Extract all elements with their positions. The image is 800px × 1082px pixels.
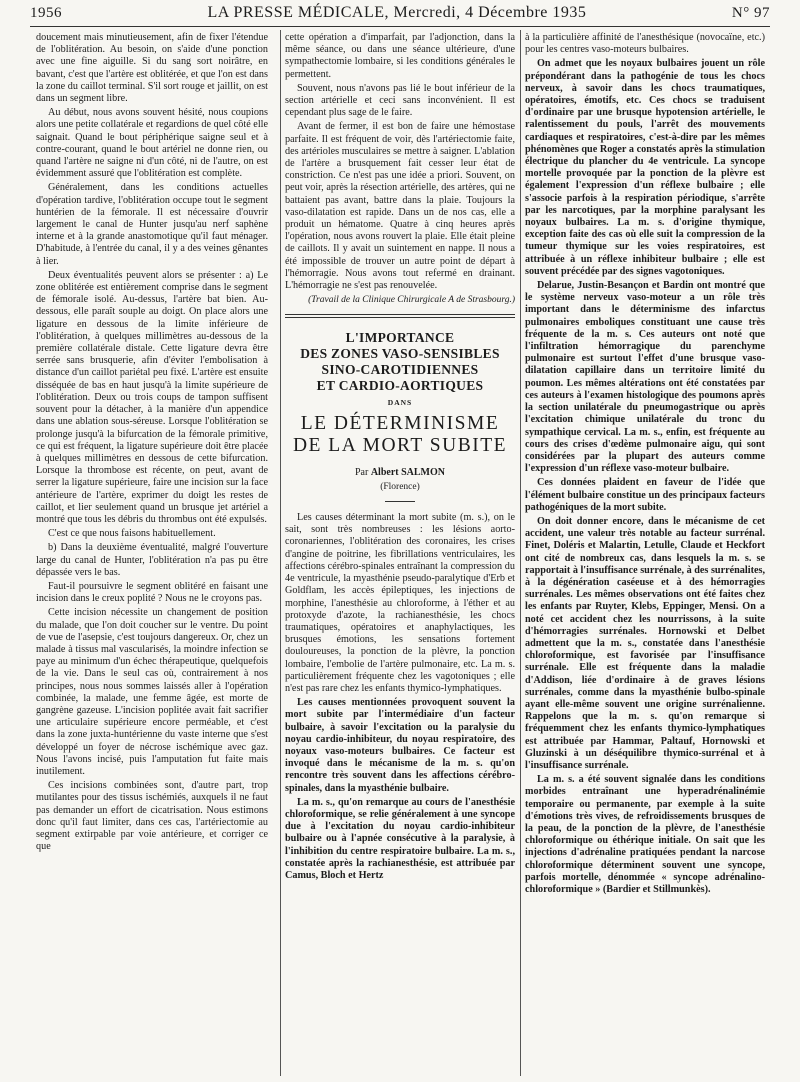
title-line: ET CARDIO-AORTIQUES	[316, 378, 484, 394]
paragraph: Généralement, dans les conditions actuelles d'opération tardive, l'oblitération occupe tout le segment huntérien de la fémorale. Il est nécessaire d'ouvrir largement le canal de Hunter jusqu'au nerf saphène interne et à la grande anastomotique qu'il faut ménager. D'habitude, à l'entrée du canal, il y a des veines gênantes à lier.	[36, 182, 268, 267]
article-separator	[285, 314, 515, 318]
column-separator	[280, 30, 281, 1076]
title-line: DES ZONES VASO-SENSIBLES	[300, 346, 500, 362]
column-3	[525, 32, 765, 1077]
paragraph: Ces incisions combinées sont, d'autre part, trop mutilantes pour des tissus ischémiés, auxquels il ne faut pas demander un effort de cicatrisation. Nous estimons donc qu'il faut limiter, dans ces cas, l'artériectomie au segment extirpable par voie antérieure, et corriger ce que	[36, 780, 268, 853]
paragraph: On doit donner encore, dans le mécanisme de cet accident, une valeur très notable au facteur surrénal. Finet, Doléris et Malartin, Letulle, Claude et Heckfort ont cité de nombreux cas, dans lesquels la m. s. se rapportait à l'insuffisance surrénale, à des surrénalites, à la dégénération caséeuse et à des hémorragies surrénales. Les mêmes observations ont été faites chez les enfants par Ruyter, Klebs, Eppinger, Mensi. On a noté cet accident chez les nourrissons, à la suite d'hémorragies surrénales. Hornowski et Delbet admettent que la m. s., constatée dans l'anesthésie chloroformique, est favorisée par l'insuffisance surrénale. Elle est fréquente dans la maladie d'Addison, liée d'ordinaire à de graves lésions surrénales, comme dans la myasthénie bulbo-spinale ayant elle-même souvent une origine surrénalienne. Rappelons que la m. s. qu'on remarque si fréquemment chez les enfants thymico-lymphatiques est attribuée par Hammar, Paltauf, Hornowski et Gluzinski à un déséquilibre thymico-surrénal et à l'insuffisance surrénale.	[525, 515, 765, 771]
page-number: 1956	[30, 5, 62, 21]
article-signature: (Travail de la Clinique Chirurgicale A de Strasbourg.)	[308, 295, 515, 306]
title-line: SINO-CAROTIDIENNES	[321, 362, 479, 378]
paragraph: Ces données plaident en faveur de l'idée que l'élément bulbaire constitue un des principaux facteurs pathogéniques de la mort subite.	[525, 477, 765, 513]
paragraph: Au début, nous avons souvent hésité, nous coupions alors une petite collatérale et regardions de quel côté elle saignait. Quand le bout périphérique saigne seul et à contre-courant, quand le bout artériel ne donne rien, ou quand l'artère ne saigne ni d'un côté, ni de l'autre, on est évidemment assuré que l'oblitération est complète.	[36, 107, 268, 180]
paragraph: cette opération a d'imparfait, par l'adjonction, dans la même séance, ou dans une séance ultérieure, d'une sympathectomie lombaire, si les conditions générales le permettent.	[285, 32, 515, 80]
column-separator	[520, 30, 521, 1076]
author-city: (Florence)	[380, 481, 420, 492]
page-header	[30, 4, 770, 26]
paragraph: à la particulière affinité de l'anesthésique (novocaïne, etc.) pour les centres vaso-moteurs bulbaires.	[525, 32, 765, 56]
subtitle-line: LE DÉTERMINISME	[300, 412, 500, 434]
issue-number: N° 97	[731, 5, 770, 21]
paragraph: On admet que les noyaux bulbaires jouent un rôle prépondérant dans la pathogénie de tous les chocs nerveux, à savoir dans les chocs traumatiques, opératoires, émotifs, etc. Ces chocs se traduisent d'ordinaire par une brusque hypotension artérielle, le ralentissement du pouls, l'arrêt des mouvements cardiaques et respiratoires, c'est-à-dire par les mêmes phénomènes que Roger a constatés après la stimulation électrique du plancher du 4e ventricule. La syncope mortelle provoquée par la ponction de la plèvre est également l'expression d'un réflexe bulbaire ; elle s'associe parfois à la respiration périodique, s'arrête par les narcotiques, par la morphine paralysant les noyaux bulbaires. La m. s. d'origine thymique, exception faite des cas où elle suit la compression de la tumeur thymique sur les voies respiratoires, est attribuée à un réflexe inhibiteur bulbaire ; elle est souvent précédée par des signes vagotoniques.	[525, 58, 765, 277]
journal-title-date: LA PRESSE MÉDICALE, Mercredi, 4 Décembre 1935	[207, 4, 587, 21]
author-prefix: Par	[354, 466, 369, 478]
column-2	[285, 32, 515, 1077]
paragraph: La m. s., qu'on remarque au cours de l'anesthésie chloroformique, se relie généralement à une syncope due à l'excitation du noyau cardio-inhibiteur bulbaire ou à l'apnée consécutive à la paralysie, à l'inhibition du centre respiratoire bulbaire. La m. s., constatée après la rachianesthésie, est attribuée par Camus, Bloch et Hertz	[285, 796, 515, 881]
author-name: Albert SALMON	[370, 466, 445, 478]
paragraph: C'est ce que nous faisons habituellement.	[48, 528, 216, 540]
header-rule	[30, 26, 770, 27]
paragraph: doucement mais minutieusement, afin de fixer l'étendue de l'oblitération. Au besoin, on s'aide d'une ponction avec une fine aiguille. Si du sang sort noirâtre, en bavant, c'est que l'artère est oblitérée, et que l'on est dans la zone du caillot terminal. S'il sort rouge et jaillit, on est dans un segment libre.	[36, 32, 268, 105]
paragraph: Les causes déterminant la mort subite (m. s.), on le sait, sont très nombreuses : les lésions aorto-coronariennes, l'oblitération des coronaires, les crises d'angine de poitrine, les fibrillations ventriculaires, les affections cérébro-spinales entraînant la compression du 4e ventricule, la myasthénie pseudo-paralytique d'Erb et Goldflam, les accès épileptiques, les injections de morphine, l'anesthésie au chloroforme, à l'éther et au protoxyde d'azote, la rachianesthésie, les chocs traumatiques, opératoires et anaphylactiques, les brusques émotions, les sensations fortement douloureuses, la ponction de la plèvre, la ponction lombaire, l'embolie de l'artère pulmonaire, etc. La m. s. particulièrement fréquente chez les vagotoniques ; elle n'est pas rare chez les enfants thymico-lymphatiques.	[285, 512, 515, 694]
paragraph: Delarue, Justin-Besançon et Bardin ont montré que le système nerveux vaso-moteur a un rôle très important dans le déterminisme des infarctus pulmonaires emboliques constituant une cause très fréquente de la m. s. Ces auteurs ont noté que l'infiltration hémorragique du parenchyme pulmonaire est surtout l'effet d'une brusque vaso-dilatation capillaire dans un territoire limité du poumon. Les mêmes altérations ont été constatées par ces auteurs à l'examen histologique des poumons après la section unilatérale du pneumogastrique ou après l'excitation chimique unilatérale du tronc du sympathique cervical. La m. s., enfin, est fréquente au cours des crises d'œdème pulmonaire aigu, qui sont considérées par la plupart des auteurs comme l'expression d'un réflexe vaso-moteur bulbaire.	[525, 280, 765, 475]
title-dans: DANS	[387, 398, 413, 408]
paragraph: Souvent, nous n'avons pas lié le bout inférieur de la section artérielle et ceci sans inconvénient. Il est cependant plus sage de le faire.	[285, 82, 515, 119]
paragraph: Faut-il poursuivre le segment oblitéré en faisant une incision dans le creux poplité ? Nous ne le croyons pas.	[36, 580, 268, 605]
title-line: L'IMPORTANCE	[345, 330, 455, 346]
paragraph: b) Dans la deuxième éventualité, malgré l'ouverture large du canal de Hunter, l'oblitération n'a pas pu être dépassée vers le bas.	[36, 542, 268, 578]
title-rule	[385, 501, 415, 502]
paragraph: Deux éventualités peuvent alors se présenter : a) Le zone oblitérée est entièrement comprise dans le segment de fémorale isolé. Au-dessus, l'artère bat bien. Au-dessous, elle paraît souple au doigt. On place alors une ligature en dessous de la limite inférieure de l'oblitération, à quelques millimètres au-dessous de la première collatérale distale. Cette ligature devra être serrée sans brusquerie, afin d'éviter l'embolisation à distance d'un caillot pariétal peu fixé. L'artère est ensuite disséquée de bas en haut jusqu'à la limite supérieure de l'oblitération. Deux ou trois coups de tampon suffisent souvent pour la détacher, à la manière d'un appendice dans une ablation sous-séreuse. Lorsque l'oblitération se prolonge jusqu'à la bifurcation de la fémorale primitive, ce qui est fréquent, la ligature supérieure doit être placée à quelques millimètres en dessous de cette bifurcation. Lorsque la thrombose est récente, on peut, avant de serrer la ligature supérieure, faire une incision sur la face antérieure de l'artère, exprimer du doigt les restes de caillot, et lier seulement quand un brusque jet artériel a montré que tous les débris du thrombus ont été expulsés.	[36, 269, 268, 525]
paragraph: Cette incision nécessite un changement de position du malade, que l'on doit coucher sur le ventre. Du point de vue de l'asepsie, c'est toujours dangereux. Or, chez un malade à tissus mal vascularisés, la moindre infection se paye au minimum d'un échec thérapeutique, quelquefois de la vie. Dans le seul cas où, contrairement à nos principes, nous nous sommes laissés aller à l'opération combinée, la malade, une femme âgée, est morte de gangrène gazeuse. L'incision poplitée avait fait sacrifier une articulaire supérieure encore perméable, et c'est dans la zone juxta-huntérienne du vaste interne que s'est développé un foyer de nécrose ischémique avec gaz. Nous l'avons incisé, puis l'amputation fut faite mais inutilement.	[36, 607, 268, 777]
paragraph: Les causes mentionnées provoquent souvent la mort subite par l'intermédiaire d'un facteur bulbaire, à savoir l'excitation ou la paralysie du noyau cardio-inhibiteur, du noyau respiratoire, des noyaux vaso-moteurs bulbaires. Ce facteur est invoqué dans le mécanisme de la m. s. qu'on rencontre très souvent dans les affections cérébro-spinales, dans la myasthénie bulbaire.	[285, 697, 515, 794]
column-1	[36, 32, 268, 1077]
subtitle-line: DE LA MORT SUBITE	[292, 434, 508, 456]
paragraph: La m. s. a été souvent signalée dans les conditions morbides entraînant une hyperadrénalinémie temporaire ou permanente, par exemple à la suite d'émotions très vives, de refroidissements brusques de la peau, de la ponction de la plèvre, de l'anesthésie chloroformique ou éthérique initiale. On sait que les injections d'adrénaline pratiquées pendant la narcose chloroformique déterminent souvent une syncope, parfois mortelle, dénommée « syncope adrénalino-chloroformique » (Bardier et Stillmunkès).	[525, 774, 765, 896]
article-title-block	[285, 330, 515, 502]
paragraph: Avant de fermer, il est bon de faire une hémostase parfaite. Il est fréquent de voir, dès l'artériectomie faite, des artérioles musculaires se mettre à saigner. L'ablation de l'artère a brusquement fait cesser leur état de constriction. Ce n'est pas une idée a priori. Souvent, on peut voir, après la résection artérielle, des artères, qui ne battaient pas avant, battre dans la plaie. Toujours la vaso-dilatation est rapide. Dans un de nos cas, elle a produit un hématome. Quatre à cinq heures après l'opération, nous avons rouvert la plaie. Elle était pleine de caillots. Il y avait un suintement en nappe. Il nous a été impossible de trouver un autre point de départ à l'hémorragie. Nous avons tout refermé en drainant. L'hémorragie ne s'est pas renouvelée.	[285, 121, 515, 292]
author-line	[285, 467, 515, 479]
